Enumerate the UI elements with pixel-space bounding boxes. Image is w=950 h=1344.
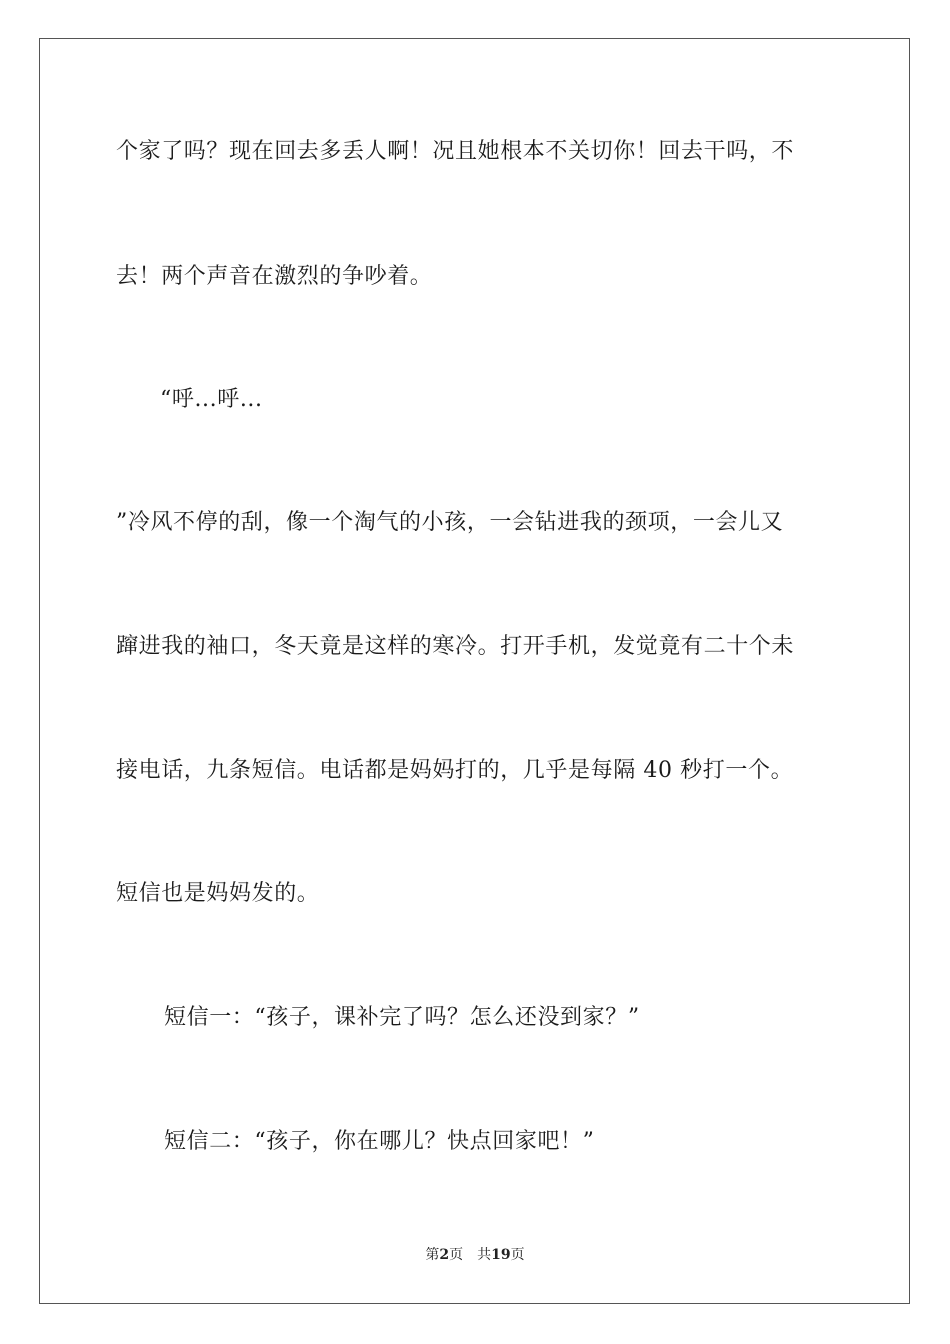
page-suffix: 页 <box>449 1247 464 1263</box>
total-suffix: 页 <box>510 1247 525 1263</box>
page-number: 2 <box>439 1247 450 1263</box>
body-line-1: 个家了吗？现在回去多丢人啊！况且她根本不关切你！回去干吗，不 <box>116 139 795 164</box>
total-pages: 19 <box>491 1247 511 1263</box>
total-prefix: 共 <box>477 1247 492 1263</box>
body-line-5: 蹿进我的袖口，冬天竟是这样的寒冷。打开手机，发觉竟有二十个未 <box>116 634 795 659</box>
page-footer <box>0 1245 950 1265</box>
body-line-8: 短信一：“孩子，课补完了吗？怎么还没到家？” <box>164 1005 640 1030</box>
page-prefix: 第 <box>425 1247 440 1263</box>
body-line-2: 去！两个声音在激烈的争吵着。 <box>116 264 433 289</box>
page-border <box>39 38 910 1304</box>
body-line-6: 接电话，九条短信。电话都是妈妈打的，几乎是每隔 40 秒打一个。 <box>116 758 794 783</box>
body-line-3: “呼...呼... <box>160 387 263 412</box>
body-line-4: ”冷风不停的刮，像一个淘气的小孩，一会钻进我的颈项，一会儿又 <box>116 510 784 535</box>
body-line-9: 短信二：“孩子，你在哪儿？快点回家吧！” <box>164 1129 595 1154</box>
body-line-7: 短信也是妈妈发的。 <box>116 881 320 906</box>
